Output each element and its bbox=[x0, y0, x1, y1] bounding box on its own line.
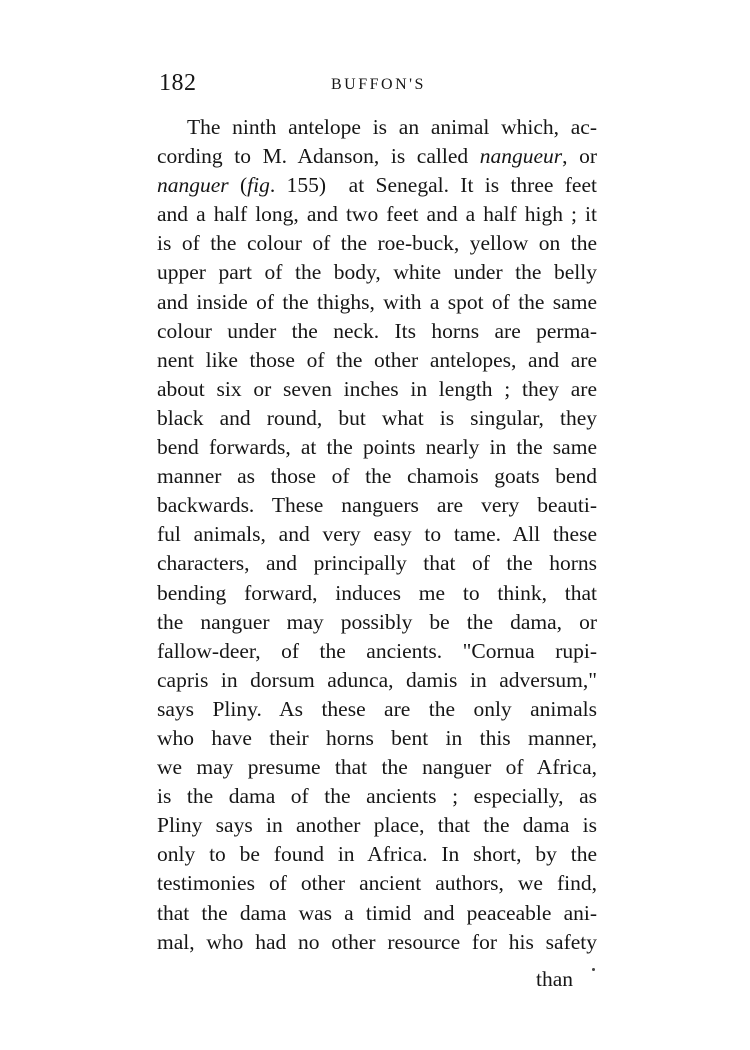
text-line: upper part of the body, white under the belly bbox=[157, 260, 597, 285]
text-line: cording to M. Adanson, is called nangueur, or bbox=[157, 144, 597, 169]
italic-term: nangueur bbox=[479, 144, 563, 169]
text-line: who have their horns bent in this manner, bbox=[157, 725, 597, 750]
text-line: nanguer (fig. 155) at Senegal. It is three feet bbox=[157, 173, 597, 198]
catchword: than bbox=[536, 967, 574, 991]
running-title: BUFFON'S bbox=[331, 76, 426, 93]
text-line: bending forward, induces me to think, that bbox=[157, 580, 597, 605]
text-line: backwards. These nanguers are very beauti- bbox=[157, 493, 597, 518]
text-line: Pliny says in another place, that the dama is bbox=[157, 813, 597, 838]
text-line: bend forwards, at the points nearly in the same bbox=[157, 435, 597, 460]
italic-figure-ref: fig bbox=[247, 173, 270, 198]
text-line: and a half long, and two feet and a half high ; it bbox=[157, 202, 597, 227]
text-line: we may presume that the nanguer of Africa, bbox=[157, 755, 597, 780]
text-line: capris in dorsum adunca, damis in adversum," bbox=[157, 667, 597, 692]
page-number: 182 bbox=[159, 70, 197, 96]
text-line: ful animals, and very easy to tame. All these bbox=[157, 522, 597, 547]
text-line: only to be found in Africa. In short, by the bbox=[157, 842, 597, 867]
italic-term: nanguer bbox=[157, 173, 229, 198]
text-line: mal, who had no other resource for his safety bbox=[157, 929, 597, 954]
body-paragraph bbox=[157, 113, 597, 957]
text-line: characters, and principally that of the horns bbox=[157, 551, 597, 576]
text-line: black and round, but what is singular, they bbox=[157, 405, 597, 430]
text-line: is the dama of the ancients ; especially, as bbox=[157, 784, 597, 809]
text-line: says Pliny. As these are the only animals bbox=[157, 696, 597, 721]
text-line: the nanguer may possibly be the dama, or bbox=[157, 609, 597, 634]
text-line: nent like those of the other antelopes, and are bbox=[157, 347, 597, 372]
page-header bbox=[159, 70, 599, 102]
text-line: is of the colour of the roe-buck, yellow on the bbox=[157, 231, 597, 256]
text-line: that the dama was a timid and peaceable ani- bbox=[157, 900, 597, 925]
text-line: and inside of the thighs, with a spot of the same bbox=[157, 289, 597, 314]
text-line: colour under the neck. Its horns are perma- bbox=[157, 318, 597, 343]
ink-speck bbox=[592, 968, 595, 971]
text-line: about six or seven inches in length ; they are bbox=[157, 376, 597, 401]
text-line: fallow-deer, of the ancients. "Cornua rupi- bbox=[157, 638, 597, 663]
text-line: testimonies of other ancient authors, we find, bbox=[157, 871, 597, 896]
text-line: The ninth antelope is an animal which, ac- bbox=[187, 115, 597, 139]
text-line: manner as those of the chamois goats bend bbox=[157, 464, 597, 489]
